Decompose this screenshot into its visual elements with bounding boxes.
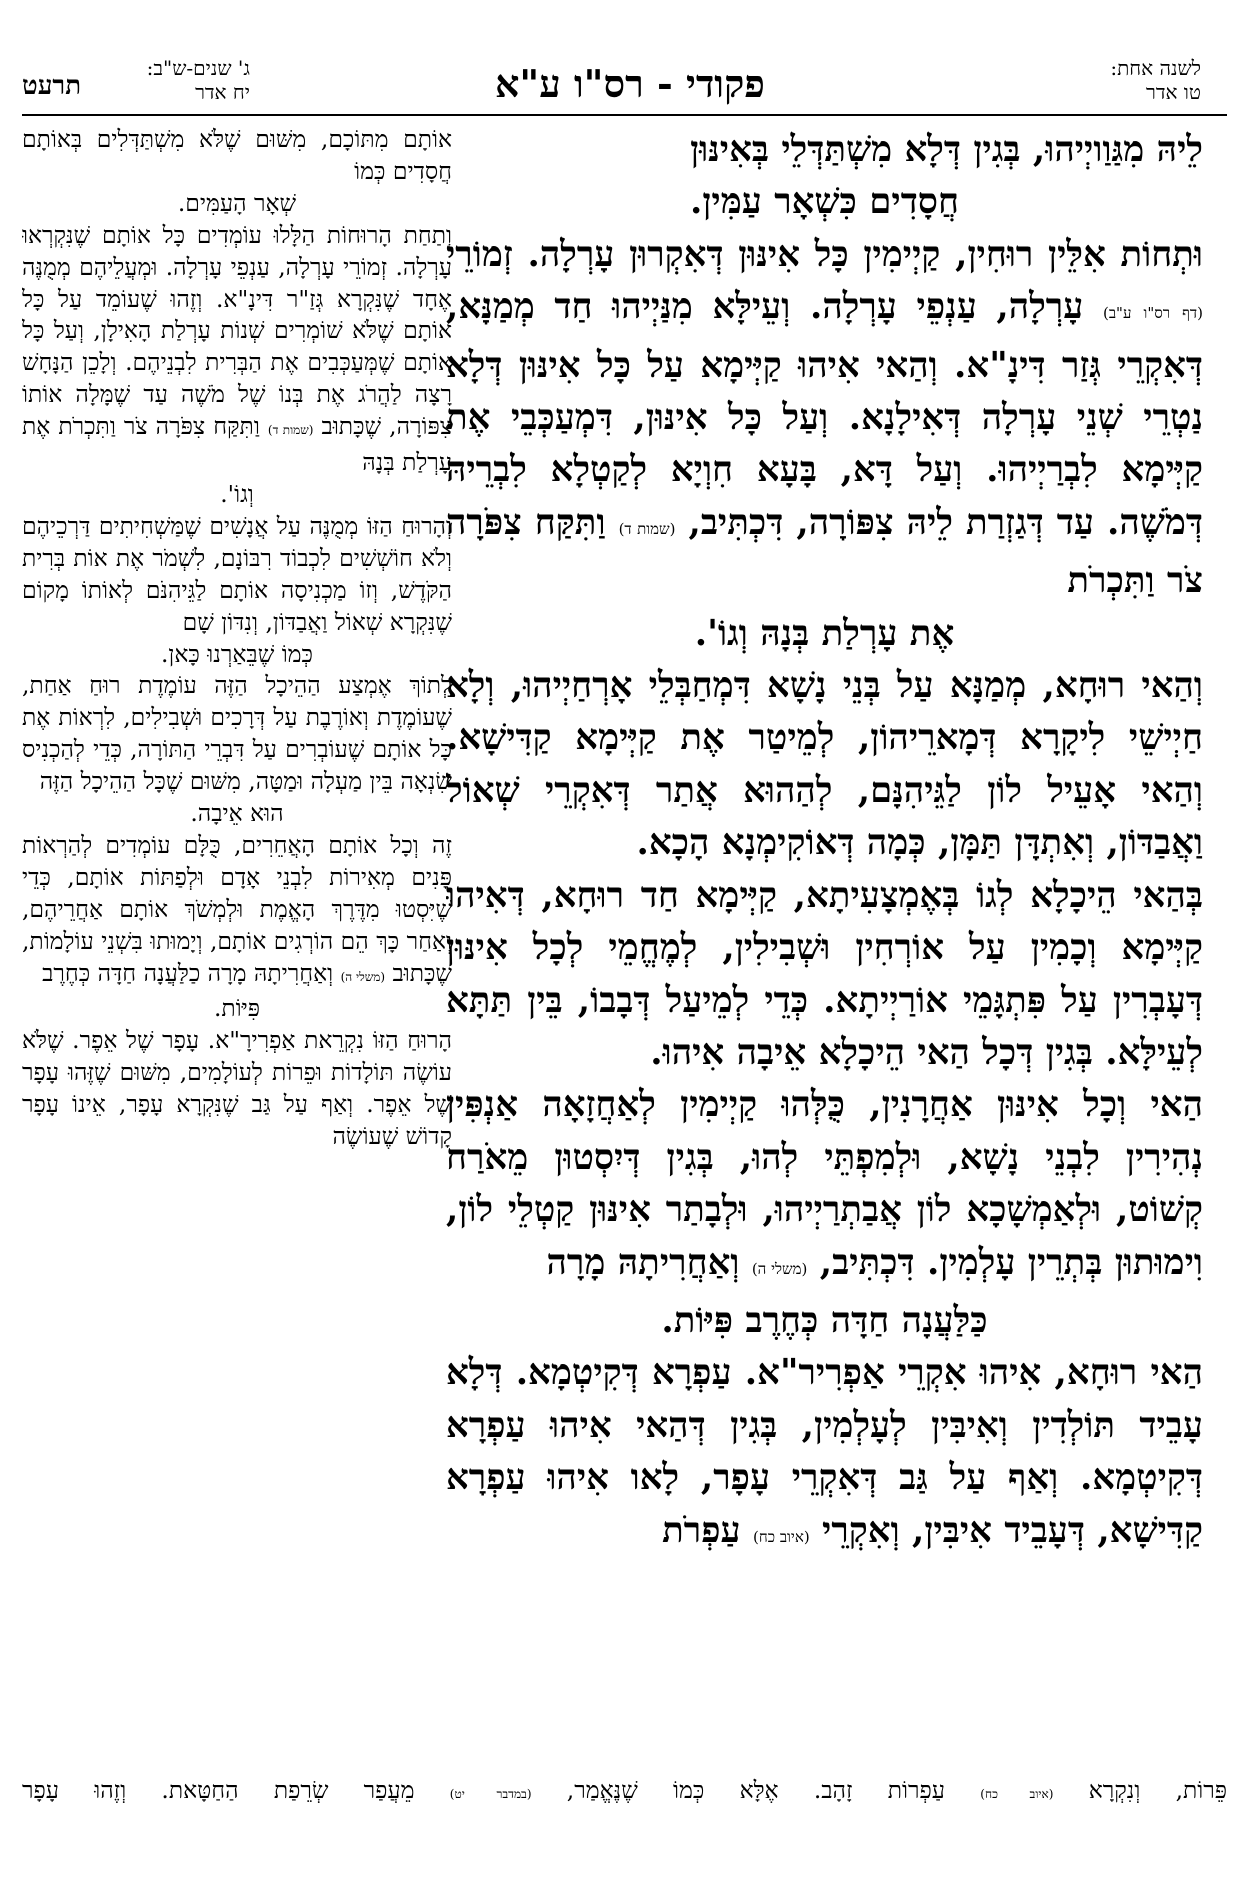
translation-paragraph: אוֹתָם מִתּוֹכָם, מִשּׁוּם שֶׁלֹּא מִשְׁתַּדְּלִים בְּאוֹתָם חֲסָדִים כְּמוֹ [22,125,452,185]
header-three-years-label: ג' שנים-ש"ב: [146,56,250,80]
header-study-schedule-three-years [80,56,250,108]
main-paragraph-end: כַּלַּעֲנָה חַדָּה כְּחֶרֶב פִּיּוֹת. [661,1299,988,1341]
verse-reference: (שמות ד) [267,423,314,438]
verse-reference: (משלי ה) [340,969,386,984]
translation-paragraph: לְתוֹךְ אֶמְצַע הַהֵיכָל הַזֶּה עוֹמֶדֶת רוּחַ אַחַת, שֶׁעוֹמֶדֶת וְאוֹרֶבֶת עַל דְּרָכִים וּשְׁבִילִים, לִרְאוֹת אֶת כָּל אוֹתָם שֶׁעוֹבְרִים עַל דִּבְרֵי הַתּוֹרָה, כְּדֵי לְהַכְנִיס שִׂנְאָה בֵּין מַעְלָה וּמַטָּה, מִשּׁוּם שֶׁכָּל הַהֵיכָל הַזֶּה [22,671,452,796]
verse-reference: (איוב כח) [980,1787,1054,1801]
main-paragraph: לֵיהּ מִגַּוַויְיהוּ, בְּגִין דְּלָא מִשְׁתַּדְּלֵי בְּאִינּוּן [690,129,1203,170]
translation-paragraph-end: הוּא אֵיבָה. [190,799,284,828]
translation-column [22,124,452,1769]
translation-paragraph: זֶה וְכָל אוֹתָם הָאֲחֵרִים, כֻּלָּם עוֹמְדִים לְהַרְאוֹת פָּנִים מְאִירוֹת לִבְנֵי אָדָם וּלְפַתּוֹת אוֹתָם, כְּדֵי שֶׁיִּסְטוּ מִדֶּרֶךְ הָאֱמֶת וּלְמְשֹׁךְ אוֹתָם אַחֲרֵיהֶם, וְאַחַר כָּךְ הֵם הוֹרְגִים אוֹתָם, וְיָמוּתוּ בִּשְׁנֵי עוֹלָמוֹת, שֶׁכָּתוּב (משלי ה) וְאַחֲרִיתָהּ מָרָה כַלַּעֲנָה חַדָּה כְּחֶרֶב [22,830,452,987]
main-paragraph: וְהַאי רוּחָא, מְמַנָּא עַל בְּנֵי נָשָׁא דִּמְחַבְּלֵי אָרְחַיְיהוּ, וְלָא חַיְישֵׁי לִיקָרָא דְּמָארֵיהוֹן, לְמֵיטַר אֶת קַיְּימָא קַדִּישָׁא. וְהַאי אָעֵיל לוֹן לַגֵּיהִנָּם, לְהַהוּא אֲתַר דְּאִקְרֵי שְׁאוֹל וַאֲבַדּוֹן, וְאִתְדָּן תַּמָּן, כְּמָה דְּאוֹקִימְנָא הָכָא. [446,665,1203,864]
verse-reference: (איוב כח) [753,1527,810,1546]
translation-paragraph-end: וְגוֹ'. [220,479,254,508]
bottom-continuation-line: פֵּרוֹת, וְנִקְרָא (איוב כח) עַפְרוֹת זָהָב. אֶלָּא כְּמוֹ שֶׁנֶּאֱמַר, (במדבר יט) מֵעֲפַר שְׂרֵפַת הַחַטָּאת. וְזֶהוּ עָפָר [22,1776,1227,1804]
header-study-schedule-one-year [1061,56,1201,108]
page-number: תרעט [22,71,82,101]
translation-paragraph-end: שְׁאָר הָעַמִּים. [177,188,297,217]
header-three-years-date: יח אדר [195,80,250,104]
verse-reference: (במדבר יט) [449,1787,532,1801]
header-one-year-label: לשנה אחת: [1110,56,1201,80]
header-one-year-date: טו אדר [1146,80,1201,104]
translation-paragraph-end: כְּמוֹ שֶׁבֵּאַרְנוּ כָּאן. [161,639,313,668]
page-reference: (דף רס"ו ע"ב) [1102,304,1203,323]
main-paragraph-end: חֲסָדִים כִּשְׁאָר עַמִּין. [689,181,960,223]
translation-paragraph: וְהָרוּחַ הַזּוֹ מְמֻנֶּה עַל אֲנָשִׁים שֶׁמַּשְׁחִיתִים דַּרְכֵיהֶם וְלֹא חוֹשְׁשִׁים לִכְבוֹד רִבּוֹנָם, לִשְׁמֹר אֶת אוֹת בְּרִית הַקֹּדֶשׁ, וְזוֹ מַכְנִיסָה אוֹתָם לַגֵּיהִנֹּם לְאוֹתוֹ מָקוֹם שֶׁנִּקְרָא שְׁאוֹל וַאֲבַדּוֹן, וְנִדּוֹן שָׁם [22,511,452,636]
main-paragraph-end: אֶת עָרְלַת בְּנָהּ וְגוֹ'. [694,612,955,654]
translation-paragraph: הָרוּחַ הַזּוֹ נִקְרֵאת אַפְרִירָ"א. עָפָר שֶׁל אֵפֶר. שֶׁלֹּא עוֹשֶׂה תּוֹלָדוֹת וּפֵרוֹת לְעוֹלָמִים, מִשּׁוּם שֶׁזֶּהוּ עָפָר שֶׁל אֵפֶר. וְאַף עַל גַּב שֶׁנִּקְרָא עָפָר, אֵינוֹ עָפָר קָדוֹשׁ שֶׁעוֹשֶׂה [22,1026,452,1151]
header-divider [22,114,1227,116]
main-paragraph: בְּהַאי הֵיכָלָא לְגוֹ בְּאֶמְצָעִיתָא, קַיְּימָא חַד רוּחָא, דְּאִיהוּ קַיְּימָא וְכָמִין עַל אוֹרְחִין וּשְׁבִילִין, לְמֶחֱמֵי לְכָל אִינּוּן דְּעָבְרִין עַל פִּתְגָּמֵי אוֹרַיְיתָא. כְּדֵי לְמֵיעַל דְּבָבוֹ, בֵּין תַּתָּא לְעֵילָּא. בְּגִין דְּכָל הַאי הֵיכָלָא אֵיבָה אִיהוּ. [446,874,1203,1073]
translation-paragraph-end: פִּיּוֹת. [213,994,261,1023]
verse-reference: (משלי ה) [751,1259,808,1278]
main-paragraph: וּתְחוֹת אִלֵּין רוּחִין, קַיְימִין כָּל אִינּוּן דְּאִקְרוּן עָרְלָה. זְמוֹרֵי (דף רס"ו ע"ב) עָרְלָה, עַנְפֵי עָרְלָה. וְעֵילָּא מִנַּיְיהוּ חַד מְמַנָּא, דְּאִקְרֵי גְּזַר דִּינָ"א. וְהַאי אִיהוּ קַיְּימָא עַל כָּל אִינּוּן דְּלָא נַטְרֵי שְׁנֵי עָרְלָה דְּאִילָנָא. וְעַל כָּל אִינּוּן, דִּמְעַכְּבֵי אֶת קַיְּימָא לִבְרַיְיהוּ. וְעַל דָּא, בָּעָא חִוְיָא לְקַטְלָא לִבְרֵיהּ דְּמֹשֶׁה. עַד דְּגַזְרַת לֵיהּ צִפּוֹרָה, דִּכְתִּיב, (שמות ד) וַתִּקַּח צִפֹּרָה צֹר וַתִּכְרֹת [446,233,1203,602]
main-text-column [446,124,1203,1769]
verse-reference: (שמות ד) [618,519,676,538]
main-paragraph: הַאי וְכָל אִינּוּן אַחֲרָנִין, כֻּלְּהוּ קַיְימִין לְאַחֲזָאָה אַנְפִּין נְהִירִין לִבְנֵי נָשָׁא, וּלְמִפְתֵּי לְהוּ, בְּגִין דְּיִסְטוּן מֵאֹרַח קְשׁוֹט, וּלְאַמְשָׁכָא לוֹן אֲבַתְרַיְיהוּ, וּלְבָתַר אִינּוּן קַטְלֵי לוֹן, וִימוּתוּן בְּתְרֵין עָלְמִין. דִּכְתִּיב, (משלי ה) וְאַחֲרִיתָהּ מָרָה [446,1084,1203,1283]
main-paragraph: הַאי רוּחָא, אִיהוּ אִקְרֵי אַפְרִיר"א. עַפְרָא דְּקִיטְמָא. דְּלָא עָבֵיד תּוֹלְדִין וְאִיבִּין לְעָלְמִין, בְּגִין דְּהַאי אִיהוּ עַפְרָא דְּקִיטְמָא. וְאַף עַל גַּב דְּאִקְרֵי עָפָר, לָאו אִיהוּ עַפְרָא קַדִּישָׁא, דְּעָבֵיד אִיבִּין, וְאִקְרֵי (איוב כח) עַפְרֹת [446,1352,1203,1551]
translation-paragraph: וְתַחַת הָרוּחוֹת הַלָּלוּ עוֹמְדִים כָּל אוֹתָם שֶׁנִּקְרְאוּ עָרְלָה. זְמוֹרֵי עָרְלָה, עַנְפֵי עָרְלָה. וּמְעֲלֵיהֶם מְמֻנֶּה אֶחָד שֶׁנִּקְרָא גְּזַ"ר דִּינָ"א. וְזֶהוּ שֶׁעוֹמֵד עַל כָּל אוֹתָם שֶׁלֹּא שׁוֹמְרִים שְׁנוֹת עָרְלַת הָאִילָן, וְעַל כָּל אוֹתָם שֶׁמְּעַכְּבִים אֶת הַבְּרִית לִבְנֵיהֶם. וְלָכֵן הַנָּחָשׁ רָצָה לַהֲרֹג אֶת בְּנוֹ שֶׁל מֹשֶׁה עַד שֶׁמָּלָה אוֹתוֹ צִפּוֹרָה, שֶׁכָּתוּב (שמות ד) וַתִּקַּח צִפֹּרָה צֹר וַתִּכְרֹת אֶת עָרְלַת בְּנָהּ [22,220,452,477]
page-title: פקודי - רס"ו ע"א [495,61,765,106]
